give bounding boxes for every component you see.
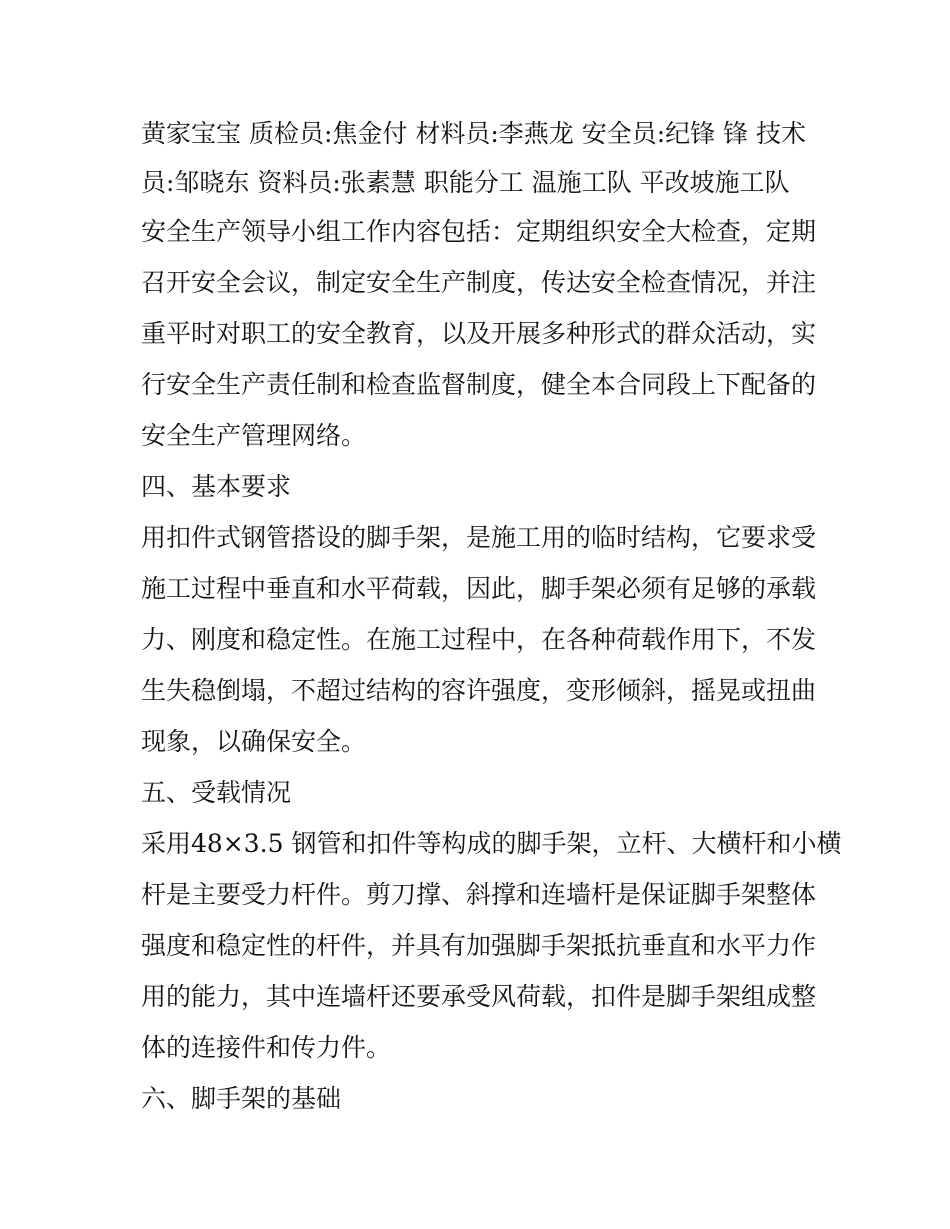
paragraph-line: 安全生产管理网络。	[141, 421, 367, 450]
paragraph-line: 生失稳倒塌，不超过结构的容许强度，变形倾斜，摇晃或扭曲	[141, 676, 817, 705]
section-heading-4: 四、基本要求	[141, 472, 292, 501]
section-heading-5: 五、受载情况	[141, 778, 292, 807]
paragraph-line: 召开安全会议，制定安全生产制度，传达安全检查情况，并注	[141, 268, 817, 297]
paragraph-line: 用的能力，其中连墙杆还要承受风荷载，扣件是脚手架组成整	[141, 982, 817, 1011]
paragraph-line: 用扣件式钢管搭设的脚手架，是施工用的临时结构，它要求受	[141, 523, 817, 552]
paragraph-line: 杆是主要受力杆件。剪刀撑、斜撑和连墙杆是保证脚手架整体	[141, 880, 817, 909]
paragraph-line: 强度和稳定性的杆件，并具有加强脚手架抵抗垂直和水平力作	[141, 931, 817, 960]
paragraph-line: 力、刚度和稳定性。在施工过程中，在各种荷载作用下，不发	[141, 625, 817, 654]
paragraph-line: 重平时对职工的安全教育，以及开展多种形式的群众活动，实	[141, 319, 817, 348]
paragraph-line: 采用48×3.5 钢管和扣件等构成的脚手架，立杆、大横杆和小横	[141, 829, 842, 858]
staff-line-1: 黄家宝宝 质检员:焦金付 材料员:李燕龙 安全员:纪锋 锋 技术	[141, 119, 807, 148]
staff-line-2: 员:邹晓东 资料员:张素慧 职能分工 温施工队 平改坡施工队	[141, 168, 790, 197]
section-heading-6: 六、脚手架的基础	[141, 1084, 342, 1113]
document-body	[141, 108, 842, 1124]
paragraph-line: 安全生产领导小组工作内容包括：定期组织安全大检查，定期	[141, 217, 817, 246]
paragraph-line: 体的连接件和传力件。	[141, 1033, 392, 1062]
paragraph-line: 施工过程中垂直和水平荷载，因此，脚手架必须有足够的承载	[141, 574, 817, 603]
paragraph-line: 现象，以确保安全。	[141, 727, 367, 756]
paragraph-line: 行安全生产责任制和检查监督制度，健全本合同段上下配备的	[141, 370, 817, 399]
